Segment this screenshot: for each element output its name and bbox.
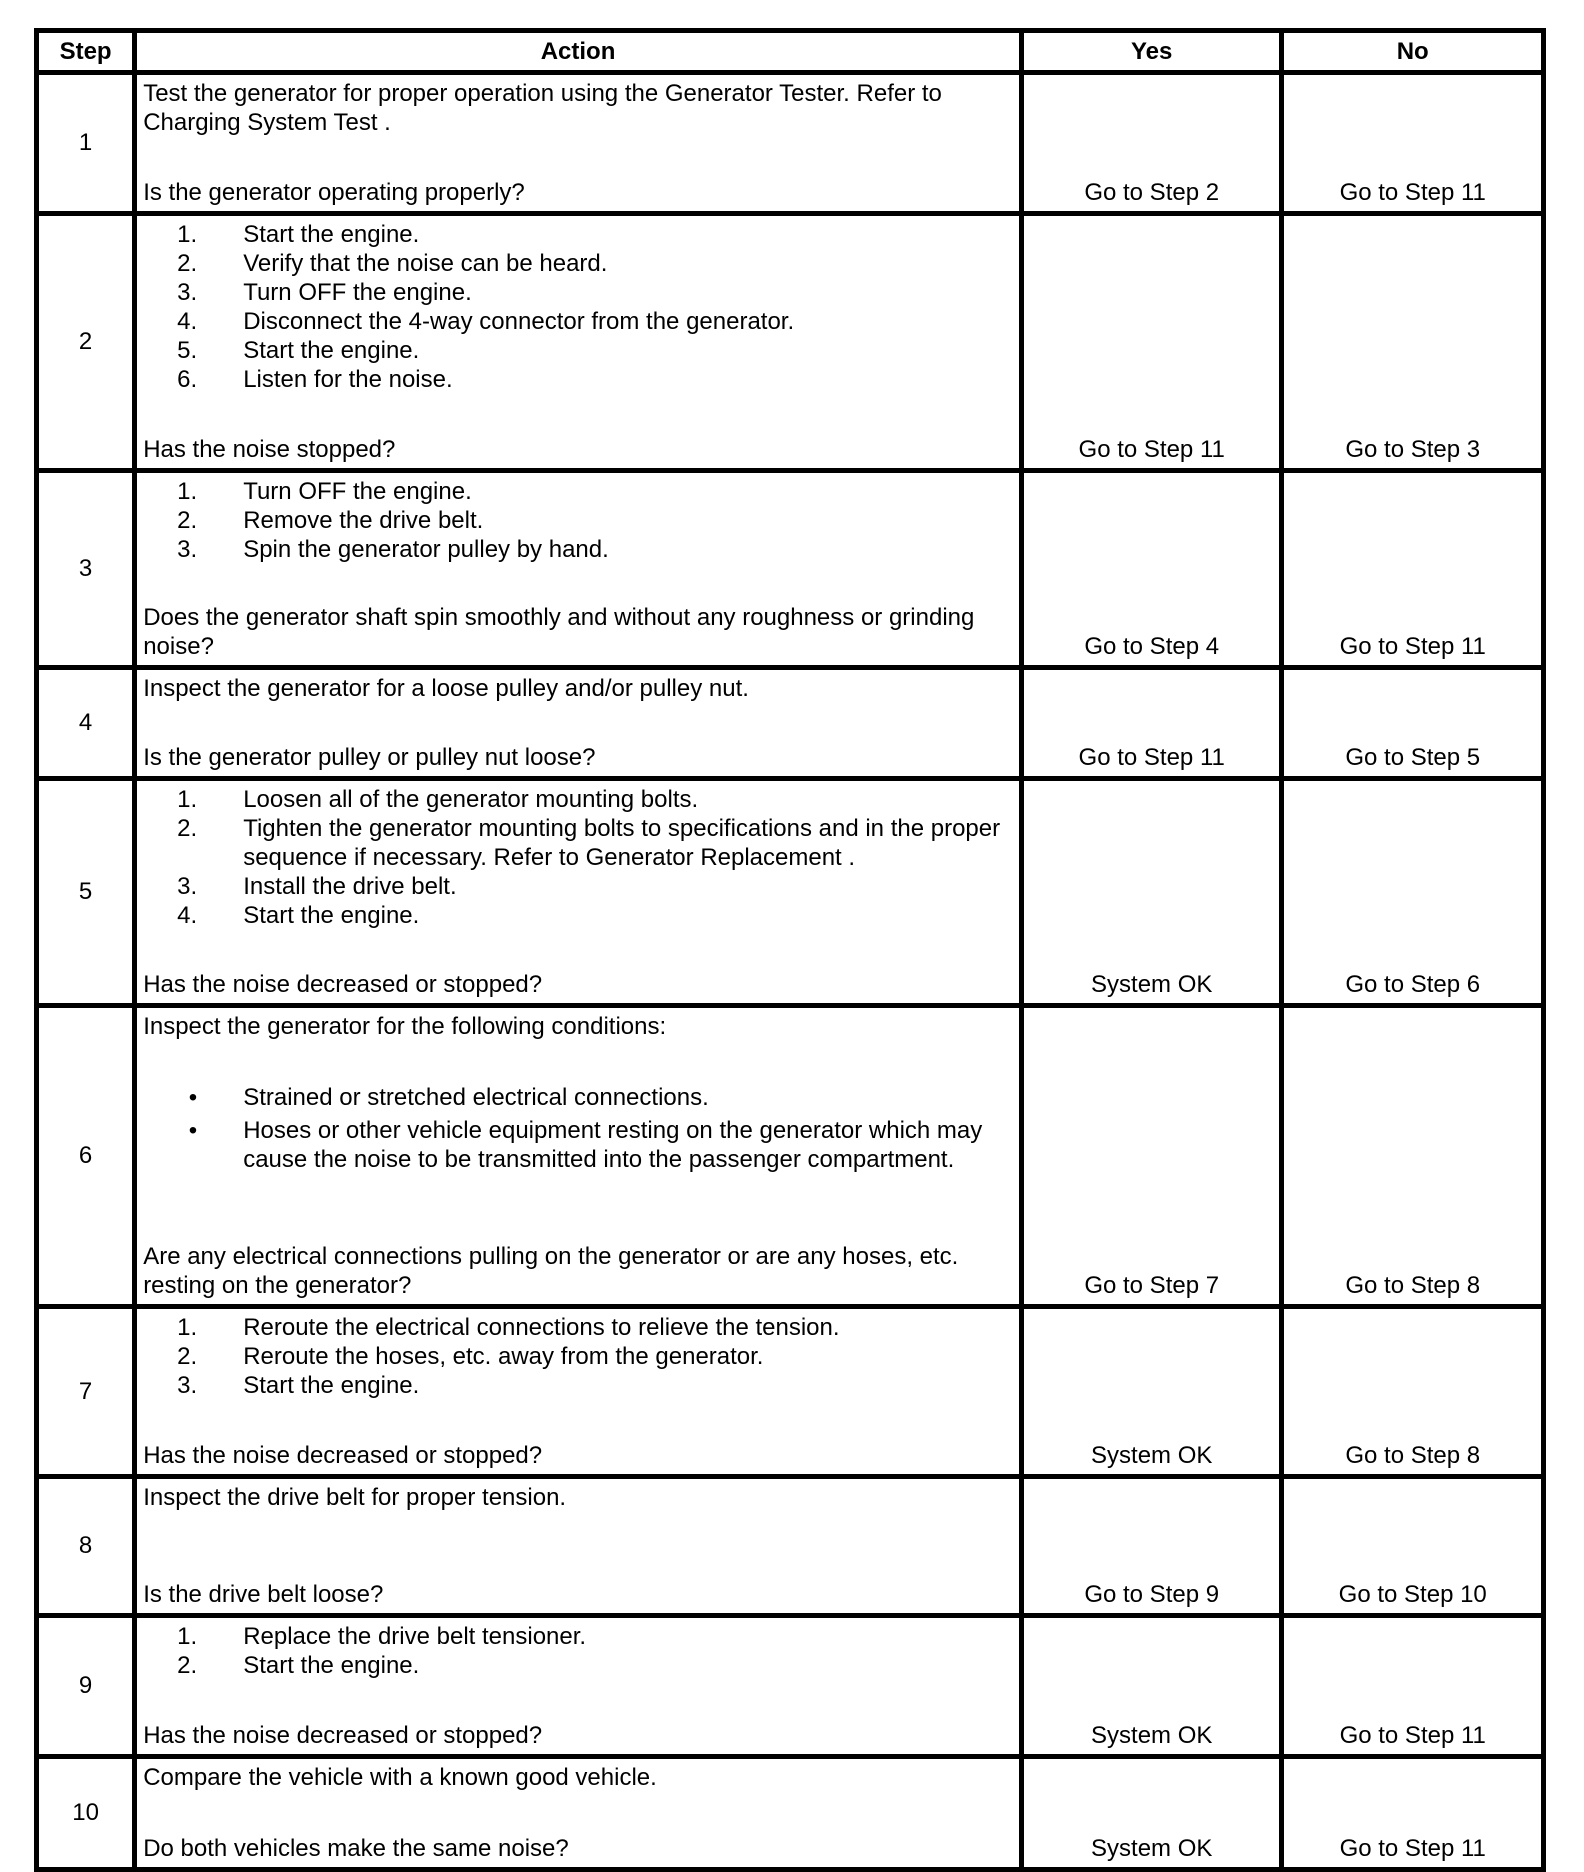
list-item-number: 2.	[177, 815, 198, 842]
list-item-text: Start the engine.	[243, 1652, 420, 1679]
list-item-text: Listen for the noise.	[243, 366, 453, 393]
list-item	[143, 249, 1011, 278]
list-item-text: Disconnect the 4-way connector from the generator.	[243, 308, 795, 335]
action-cell	[135, 214, 1022, 471]
list-item-number: 3.	[177, 1372, 198, 1399]
list-item	[143, 785, 1011, 814]
action-text: Compare the vehicle with a known good vehicle.	[143, 1764, 657, 1791]
step-number: 1	[37, 73, 135, 214]
action-cell	[135, 1757, 1022, 1870]
list-item-number: 5.	[177, 337, 198, 364]
action-question: Has the noise stopped?	[143, 436, 396, 463]
yes-result: Go to Step 9	[1021, 1477, 1282, 1616]
list-item-number: 4.	[177, 308, 198, 335]
action-question: Does the generator shaft spin smoothly and without any roughness or grinding noise?	[143, 604, 975, 660]
header-no: No	[1282, 31, 1544, 73]
step-number: 8	[37, 1477, 135, 1616]
list-item-number: 1.	[177, 1623, 198, 1650]
list-item-text: Remove the drive belt.	[243, 507, 484, 534]
table-row	[37, 73, 1544, 214]
action-text: Inspect the generator for the following conditions:	[143, 1013, 667, 1040]
table-row	[37, 1006, 1544, 1307]
list-item	[143, 278, 1011, 307]
list-item	[143, 901, 1011, 930]
yes-result: Go to Step 11	[1021, 668, 1282, 779]
action-cell	[135, 471, 1022, 668]
list-item-number: 2.	[177, 250, 198, 277]
no-result: Go to Step 10	[1282, 1477, 1544, 1616]
yes-result: System OK	[1021, 779, 1282, 1006]
yes-result: Go to Step 11	[1021, 214, 1282, 471]
action-text: Test the generator for proper operation using the Generator Tester. Refer to Charging System Test .	[143, 80, 942, 136]
list-item-number: 1.	[177, 1314, 198, 1341]
list-item	[143, 1622, 1011, 1651]
list-item-text: Reroute the electrical connections to relieve the tension.	[243, 1314, 840, 1341]
list-item-text: Start the engine.	[243, 1372, 420, 1399]
no-result: Go to Step 11	[1282, 1757, 1544, 1870]
list-item	[143, 1342, 1011, 1371]
action-steps-list	[143, 1622, 1011, 1680]
action-cell	[135, 1616, 1022, 1757]
step-number: 7	[37, 1307, 135, 1477]
action-question: Is the drive belt loose?	[143, 1581, 384, 1608]
yes-result: System OK	[1021, 1616, 1282, 1757]
list-item	[143, 506, 1011, 535]
list-item-number: 1.	[177, 221, 198, 248]
header-yes: Yes	[1021, 31, 1282, 73]
action-question: Are any electrical connections pulling on the generator or are any hoses, etc. resting on the generator?	[143, 1243, 959, 1299]
list-item-text: Install the drive belt.	[243, 873, 457, 900]
action-cell	[135, 1307, 1022, 1477]
action-question: Has the noise decreased or stopped?	[143, 1722, 543, 1749]
list-item-number: 3.	[177, 536, 198, 563]
action-question: Has the noise decreased or stopped?	[143, 971, 543, 998]
list-item	[143, 220, 1011, 249]
list-item-text: Turn OFF the engine.	[243, 478, 472, 505]
action-text: Inspect the generator for a loose pulley and/or pulley nut.	[143, 675, 749, 702]
table-row	[37, 1616, 1544, 1757]
header-action: Action	[135, 31, 1022, 73]
list-item-text: Start the engine.	[243, 221, 420, 248]
yes-result: Go to Step 4	[1021, 471, 1282, 668]
step-number: 5	[37, 779, 135, 1006]
step-number: 3	[37, 471, 135, 668]
bullet-icon: •	[188, 1084, 198, 1111]
action-cell	[135, 1477, 1022, 1616]
list-item	[143, 535, 1011, 564]
table-row	[37, 214, 1544, 471]
bullet-icon: •	[188, 1117, 198, 1144]
step-number: 4	[37, 668, 135, 779]
list-item-text: Start the engine.	[243, 902, 420, 929]
condition-list	[143, 1083, 1011, 1174]
list-item-number: 6.	[177, 366, 198, 393]
list-item-text: Loosen all of the generator mounting bolts.	[243, 786, 699, 813]
table-row	[37, 668, 1544, 779]
header-row	[37, 31, 1544, 73]
list-item-text: Reroute the hoses, etc. away from the generator.	[243, 1343, 764, 1370]
list-item-text: Spin the generator pulley by hand.	[243, 536, 609, 563]
header-step: Step	[37, 31, 135, 73]
table-row	[37, 1757, 1544, 1870]
list-item-number: 3.	[177, 873, 198, 900]
action-text: Inspect the drive belt for proper tension.	[143, 1484, 567, 1511]
yes-result: System OK	[1021, 1757, 1282, 1870]
no-result: Go to Step 8	[1282, 1307, 1544, 1477]
list-item	[143, 1083, 1011, 1112]
no-result: Go to Step 6	[1282, 779, 1544, 1006]
list-item-number: 4.	[177, 902, 198, 929]
action-question: Do both vehicles make the same noise?	[143, 1835, 569, 1862]
action-cell	[135, 779, 1022, 1006]
action-steps-list	[143, 1313, 1011, 1400]
action-cell	[135, 1006, 1022, 1307]
yes-result: System OK	[1021, 1307, 1282, 1477]
no-result: Go to Step 11	[1282, 73, 1544, 214]
list-item-text: Start the engine.	[243, 337, 420, 364]
action-steps-list	[143, 220, 1011, 394]
list-item-text: Strained or stretched electrical connections.	[243, 1084, 709, 1111]
action-cell	[135, 668, 1022, 779]
list-item-number: 1.	[177, 786, 198, 813]
list-item-number: 1.	[177, 478, 198, 505]
no-result: Go to Step 11	[1282, 471, 1544, 668]
list-item	[143, 1651, 1011, 1680]
yes-result: Go to Step 2	[1021, 73, 1282, 214]
no-result: Go to Step 11	[1282, 1616, 1544, 1757]
table-row	[37, 1477, 1544, 1616]
step-number: 2	[37, 214, 135, 471]
list-item-text: Tighten the generator mounting bolts to specifications and in the proper sequence if necessary. Refer to Generator Replacement .	[243, 815, 1001, 871]
action-steps-list	[143, 477, 1011, 564]
table-row	[37, 1307, 1544, 1477]
list-item-number: 3.	[177, 279, 198, 306]
list-item	[143, 1116, 1011, 1174]
no-result: Go to Step 8	[1282, 1006, 1544, 1307]
list-item-text: Turn OFF the engine.	[243, 279, 472, 306]
no-result: Go to Step 3	[1282, 214, 1544, 471]
list-item	[143, 1313, 1011, 1342]
action-question: Has the noise decreased or stopped?	[143, 1442, 543, 1469]
list-item-text: Hoses or other vehicle equipment resting on the generator which may cause the noise to be transmitted into the passenger compartment.	[243, 1117, 983, 1173]
list-item-number: 2.	[177, 1343, 198, 1370]
action-question: Is the generator pulley or pulley nut loose?	[143, 744, 596, 771]
table-row	[37, 779, 1544, 1006]
action-cell	[135, 73, 1022, 214]
list-item	[143, 365, 1011, 394]
list-item	[143, 1371, 1011, 1400]
action-question: Is the generator operating properly?	[143, 179, 525, 206]
list-item-text: Replace the drive belt tensioner.	[243, 1623, 587, 1650]
list-item-text: Verify that the noise can be heard.	[243, 250, 608, 277]
step-number: 6	[37, 1006, 135, 1307]
action-steps-list	[143, 785, 1011, 930]
list-item	[143, 872, 1011, 901]
yes-result: Go to Step 7	[1021, 1006, 1282, 1307]
table-row	[37, 471, 1544, 668]
list-item	[143, 814, 1011, 872]
diagnostic-table	[34, 28, 1546, 1872]
list-item	[143, 477, 1011, 506]
no-result: Go to Step 5	[1282, 668, 1544, 779]
step-number: 10	[37, 1757, 135, 1870]
list-item-number: 2.	[177, 507, 198, 534]
list-item	[143, 307, 1011, 336]
list-item-number: 2.	[177, 1652, 198, 1679]
step-number: 9	[37, 1616, 135, 1757]
list-item	[143, 336, 1011, 365]
